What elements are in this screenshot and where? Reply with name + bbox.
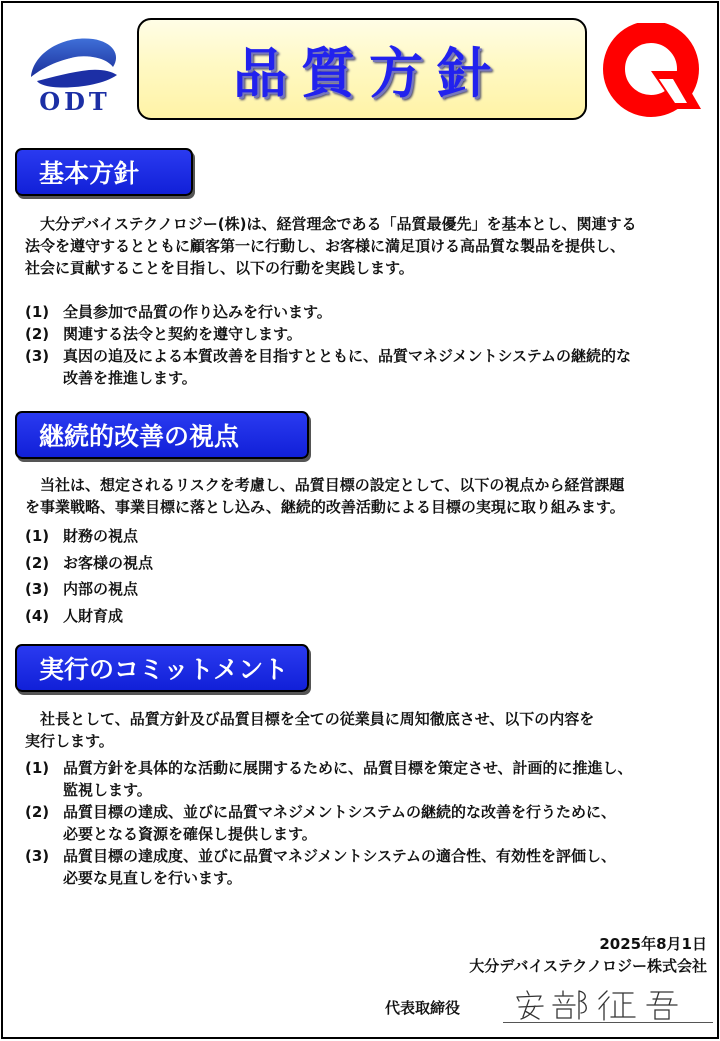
list-item-number: (3) — [25, 847, 50, 865]
list-item-line: 監視します。 — [63, 781, 152, 799]
list-item — [25, 301, 715, 323]
intro-line: 大分デバイステクノロジー(株)は、経営理念である「品質最優先」を基本とし、関連する — [40, 215, 637, 233]
list-item-line: 改善を推進します。 — [63, 369, 197, 387]
list-item-number: (3) — [25, 580, 50, 598]
list-item — [25, 523, 715, 550]
title-banner — [137, 18, 587, 120]
list-item-number: (1) — [25, 303, 50, 321]
q-logo-icon — [601, 23, 705, 119]
quality-policy-document — [1, 1, 719, 1039]
odt-logo — [23, 25, 127, 115]
list-item — [25, 345, 715, 389]
intro-line: を事業戦略、事業目標に落とし込み、継続的改善活動による目標の実現に取り組みます。 — [25, 498, 625, 516]
list-item-number: (2) — [25, 325, 50, 343]
list-item-text — [63, 801, 715, 845]
list-item-text — [63, 845, 715, 889]
issue-date: 2025年8月1日 — [599, 935, 707, 953]
list-item — [25, 757, 715, 801]
list-item-number: (1) — [25, 527, 50, 545]
list-item-number: (2) — [25, 803, 50, 821]
list-item — [25, 550, 715, 577]
list-item — [25, 845, 715, 889]
list-item-text: 内部の視点 — [63, 580, 139, 598]
list-item-text: 関連する法令と契約を遵守します。 — [63, 325, 302, 343]
intro-line: 実行します。 — [25, 732, 114, 750]
intro-line: 社長として、品質方針及び品質目標を全ての従業員に周知徹底させ、以下の内容を — [40, 710, 595, 728]
list-item-number: (4) — [25, 606, 50, 625]
intro-line: 社会に貢献することを目指し、以下の行動を実践します。 — [25, 259, 414, 277]
list-item-text — [63, 757, 715, 801]
intro-line: 当社は、想定されるリスクを考慮し、品質目標の設定として、以下の視点から経営課題 — [40, 476, 625, 494]
list-item-line: 品質方針を具体的な活動に展開するために、品質目標を策定させ、計画的に推進し、 — [63, 759, 633, 777]
list-item-line: 品質目標の達成度、並びに品質マネジメントシステムの適合性、有効性を評価し、 — [63, 847, 617, 865]
list-item-number: (2) — [25, 553, 50, 572]
section-heading-continuous-improvement: 継続的改善の視点 — [15, 411, 309, 459]
list-item — [25, 323, 715, 345]
list-item-text — [63, 345, 715, 389]
list-item — [25, 801, 715, 845]
list-item-text: 財務の視点 — [63, 527, 139, 545]
section-basic-policy-body — [25, 213, 715, 389]
section-heading-commitment: 実行のコミットメント — [15, 644, 309, 692]
list-item-text: 全員参加で品質の作り込みを行います。 — [63, 303, 332, 321]
list-item-line: 真因の追及による本質改善を目指すとともに、品質マネジメントシステムの継続的な — [63, 347, 632, 365]
list-item-line: 必要となる資源を確保し提供します。 — [63, 825, 317, 843]
intro-line: 法令を遵守するとともに顧客第一に行動し、お客様に満足頂ける高品質な製品を提供し、 — [25, 237, 626, 255]
list-item-line: 必要な見直しを行います。 — [63, 869, 242, 887]
list-item — [25, 603, 715, 630]
handwritten-signature — [507, 983, 707, 1023]
list-item-number: (1) — [25, 759, 50, 777]
list-item-text: 人財育成 — [63, 606, 124, 625]
section-continuous-improvement-body — [25, 474, 715, 629]
company-name: 大分デバイステクノロジー株式会社 — [469, 957, 707, 975]
list-item — [25, 576, 715, 603]
list-item-number: (3) — [25, 347, 50, 365]
section-commitment-body — [25, 708, 715, 889]
list-item-line: 品質目標の達成、並びに品質マネジメントシステムの継続的な改善を行うために、 — [63, 803, 617, 821]
page-title: 品質方針 — [233, 41, 505, 105]
odt-logo-text: ODT — [39, 87, 111, 116]
signature-line — [503, 1022, 713, 1023]
list-item-text: お客様の視点 — [63, 553, 154, 572]
section-heading-basic-policy: 基本方針 — [15, 148, 193, 196]
representative-label: 代表取締役 — [385, 999, 461, 1017]
